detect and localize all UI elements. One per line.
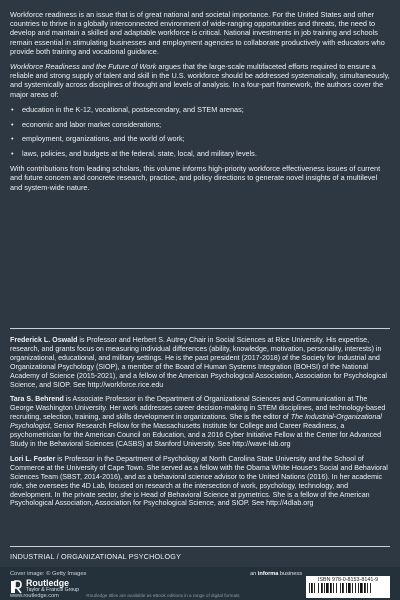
barcode-bar xyxy=(336,583,337,593)
barcode-bar xyxy=(309,583,310,593)
bottom-divider xyxy=(10,546,390,547)
barcode-bar xyxy=(318,583,319,593)
barcode-bar xyxy=(311,583,313,593)
publisher-logo xyxy=(10,580,79,594)
author-bio-text: is Associate Professor in the Department of Organizational Sciences and Communication at The George Washington University. Her work addresses career decision-making in STEM disciplines, and technology-based recruiting, selection, training, and skills development in organizations. She is the editor of xyxy=(10,395,386,422)
description-paragraph-2-text: argues that the large-scale multifaceted efforts required to ensure a reliable and strong supply of talent and skill in the U.S. workforce should be addressed systematically, simultaneously, and systemically across disciplines of thought and levels of analysis. In a four-part framework, the authors cover the major areas of: xyxy=(10,62,390,99)
ebook-note: Routledge titles are available as eBook editions in a range of digital formats xyxy=(86,593,240,598)
informa-business-tag xyxy=(250,571,302,577)
book-title-italic: Workforce Readiness and the Future of Work xyxy=(10,62,157,72)
book-description xyxy=(10,10,390,198)
author-bio-text: , Senior Research Fellow for the Massachusetts Institute for College and Career Readiness, a psychometrician for the American Council on Education, and a 2016 Cyber Initiative Fellow at the Center for Advanced Study in the Behavioral Sciences (CASBS) at Stanford University. See http://wave-lab.org xyxy=(10,422,382,448)
subject-category: INDUSTRIAL / ORGANIZATIONAL PSYCHOLOGY xyxy=(10,552,182,561)
top-divider xyxy=(10,328,390,329)
barcode-bar xyxy=(333,583,334,593)
barcode-bar xyxy=(370,583,371,593)
informa-prefix: an xyxy=(250,571,258,577)
barcode-bar xyxy=(330,583,332,593)
author-name: Lori L. Foster xyxy=(10,454,56,463)
barcode-bar xyxy=(346,583,347,593)
publisher-website xyxy=(10,593,240,599)
author-bio-text: is Professor and Herbert S. Autrey Chair in Social Sciences at Rice University. His expertise, research, and grants focus on measuring individual differences (ability, knowledge, motivation, personality, interests) in organizational, educational, and military settings. He is the past president (2017-2018) of the Society for Industrial and Organizational Psychology (SIOP), a member of the Board of Human Systems Integration (BOHSI) of the National Academy of Science (2015-2021), and a fellow of the American Psychological Association, Association for Psychological Science, and SIOP. See http://workforce.rice.edu xyxy=(10,336,387,389)
topic-item: • economic and labor market considerations; xyxy=(10,120,390,129)
publisher-name: Routledge xyxy=(26,578,70,588)
routledge-logo-icon xyxy=(10,580,22,594)
topic-list xyxy=(10,105,390,158)
publisher-text xyxy=(26,580,79,594)
author-bio-foster xyxy=(10,455,390,508)
description-paragraph-3: With contributions from leading scholars, this volume informs high-priority workforce effectiveness issues of current and future concern and concrete research, practice, and policy directions to generate novel insights of a multilevel and system-wide nature. xyxy=(10,164,381,192)
barcode-bar xyxy=(321,583,323,593)
author-bio-oswald xyxy=(10,336,390,389)
cover-image-credit: Cover image: © Getty Images xyxy=(10,571,87,577)
author-bios xyxy=(10,336,390,514)
barcode-bar xyxy=(355,583,356,593)
author-bio-behrend xyxy=(10,395,390,448)
author-bio-text: is Professor in the Department of Psychology at North Carolina State University and the School of Commerce at the University of Cape Town. She served as a fellow with the Obama White House's Social and Behavioral Sciences Team (SBST, 2014-2016), and as a behavioral science advisor to the United Nations (2016). In her academic role, she oversees the 4D Lab, focused on research at the intersection of work, psychology, technology, and development. In the private sector, she is Head of Behavioral Science at pymetrics. She is a fellow of the American Psychological Association, Association for Psychological Science, and SIOP. See http://4dlab.org xyxy=(10,454,388,508)
barcode-bar xyxy=(358,583,359,593)
barcode-bar xyxy=(348,583,351,593)
topic-item: • education in the K-12, vocational, postsecondary, and STEM arenas; xyxy=(10,105,390,114)
topic-item: • employment, organizations, and the world of work; xyxy=(10,134,390,143)
publisher-group: Taylor & Francis Group xyxy=(26,587,80,593)
barcode-bar xyxy=(360,583,363,593)
informa-bold: informa xyxy=(257,571,279,577)
isbn-barcode xyxy=(306,576,390,598)
description-paragraph-2 xyxy=(10,62,390,99)
barcode-bar xyxy=(367,583,368,593)
barcode-bar xyxy=(324,583,325,593)
barcode-bar xyxy=(364,583,366,593)
barcode-bar xyxy=(342,583,344,593)
author-name: Tara S. Behrend xyxy=(10,395,64,404)
barcode-bars xyxy=(309,583,387,593)
informa-suffix: business xyxy=(278,571,302,577)
website-text: www.routledge.com xyxy=(10,593,59,599)
barcode-bar xyxy=(314,583,315,593)
barcode-bar xyxy=(352,583,353,593)
barcode-bar xyxy=(326,583,329,593)
isbn-number: ISBN 978-0-8153-8141-9 xyxy=(317,577,379,583)
description-paragraph-1: Workforce readiness is an issue that is of great national and societal importance. For the United States and other countries to thrive in a globally interconnected environment of wide-ranging opportunities and threats, the need to develop and maintain a skilled and adaptable workforce is critical. National investments in job training and schools remain essential in stimulating businesses and employment agencies to collaborate productively with educators who provide both training and vocational guidance. xyxy=(10,10,385,56)
barcode-bar xyxy=(340,583,341,593)
journal-title-italic: The Industrial-Organizational Psychologist xyxy=(10,413,382,431)
author-name: Frederick L. Oswald xyxy=(10,336,78,344)
topic-item: • laws, policies, and budgets at the federal, state, local, and military levels. xyxy=(10,149,390,158)
